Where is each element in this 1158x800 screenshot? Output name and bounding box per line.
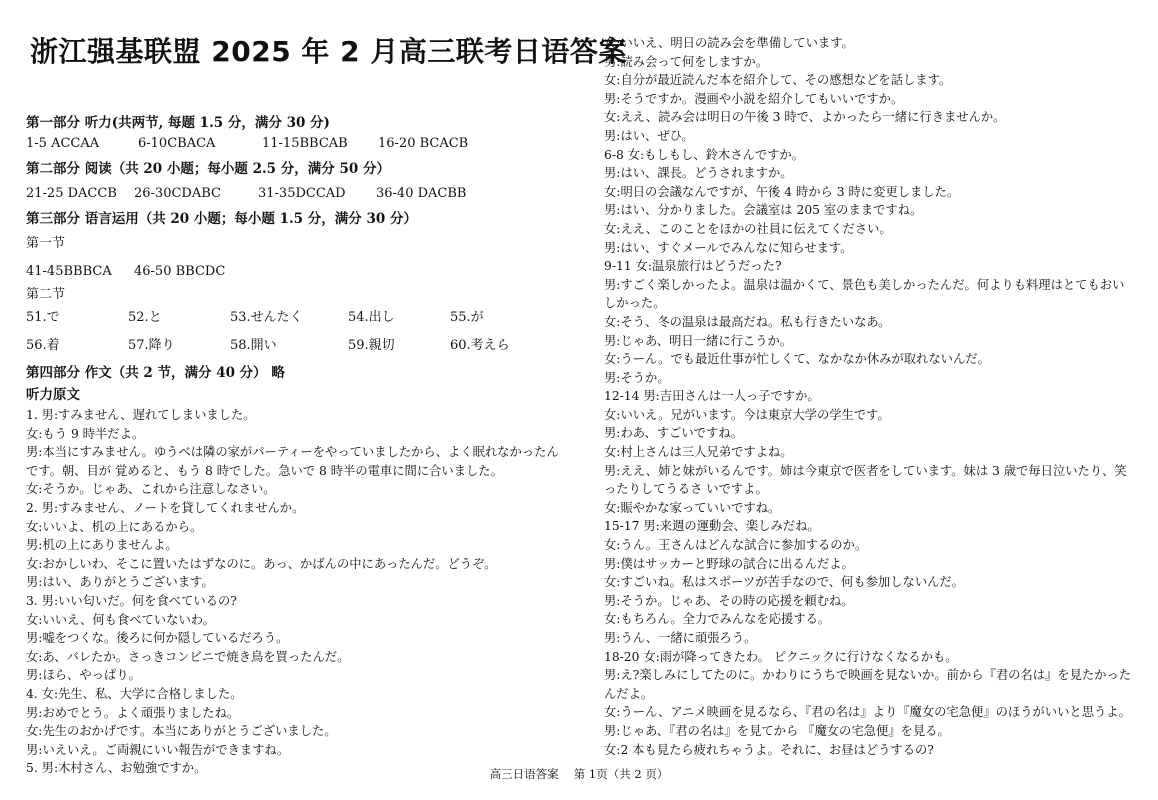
answer-group: 1-5 ACCAA	[26, 136, 100, 151]
fill-row-1	[26, 304, 566, 332]
transcript-line: 5. 男:木村さん、お勉強ですか。	[26, 761, 207, 776]
transcript-line: 女:2 本も見たら疲れちゃうよ。それに、お昼はどうするの?	[604, 742, 934, 757]
part2-answers	[26, 180, 566, 208]
answer-group: 46-50 BBCDC	[134, 264, 226, 279]
transcript-line: 男:そうか。	[604, 370, 670, 385]
fill-answer: 56.着	[26, 338, 60, 353]
section1-label: 第一节	[26, 236, 66, 251]
left-column	[26, 112, 566, 778]
fill-answer: 54.出し	[348, 310, 395, 325]
fill-answer: 53.せんたく	[230, 310, 303, 325]
transcript-line: 男:嘘をつくな。後ろに何か隠しているだろう。	[26, 631, 289, 646]
page-footer: 高三日语答案 第 1页（共 2 页）	[489, 767, 669, 781]
fill-answer: 60.考えら	[450, 338, 510, 353]
transcript-line: 男:はい、ありがとうございます。	[26, 575, 214, 590]
part2-heading: 第二部分 阅读（共 20 小题；每小题 2.5 分，满分 50 分）	[26, 161, 390, 177]
fill-answer: 57.降り	[128, 338, 175, 353]
transcript-line: 男:わあ、すごいですね。	[604, 426, 743, 441]
transcript-line: 女:自分が最近読んだ本を紹介して、その感想などを話します。	[604, 73, 952, 88]
section2-label: 第二节	[26, 287, 66, 302]
part1-answers	[26, 134, 566, 154]
transcript-line: 女:もう 9 時半だよ。	[26, 426, 145, 441]
transcript-line: 女:いいえ。兄がいます。今は東京大学の学生です。	[604, 407, 890, 422]
transcript-line: 男:机の上にありませんよ。	[26, 538, 178, 553]
transcript-line: 女:うん。王さんはどんな試合に参加するのか。	[604, 538, 868, 553]
answer-group: 41-45BBBCA	[26, 264, 112, 279]
transcript-line: 女:すごいね。私はスポーツが苦手なので、何も参加しないんだ。	[604, 575, 965, 590]
listening-title: 听力原文	[26, 387, 80, 403]
transcript-line: 男:はい、課長。どうされますか。	[604, 166, 793, 181]
transcript-line: 12-14 男:吉田さんは一人っ子ですか。	[604, 389, 820, 404]
transcript-line: 男:僕はサッカーと野球の試合に出るんだよ。	[604, 556, 854, 571]
transcript-line: 男:え?楽しみにしてたのに。かわりにうちで映画を見ないか。前から『君の名は』を見たかったんだよ。	[604, 668, 1132, 701]
answer-group: 11-15BBCAB	[262, 136, 348, 151]
part1-heading: 第一部分 听力(共两节, 每题 1.5 分，满分 30 分)	[26, 115, 330, 131]
answer-group: 21-25 DACCB	[26, 186, 117, 201]
part3-sec1-answers	[26, 258, 566, 286]
answer-group: 16-20 BCACB	[378, 136, 469, 151]
transcript-line: 女:そう、冬の温泉は最高だね。私も行きたいなあ。	[604, 314, 891, 329]
fill-answer: 51.で	[26, 310, 60, 325]
transcript-line: 男:ええ、姉と妹がいるんです。姉は今東京で医者をしています。妹は 3 歳で毎日泣いたり、笑ったりしてうるさ いですよ。	[604, 463, 1127, 497]
transcript-line: 6-8 女:もしもし、鈴木さんですか。	[604, 147, 805, 162]
transcript-line: 男:はい、ぜひ。	[604, 128, 694, 143]
transcript-line: 女:ええ、このことをほかの社員に伝えてください。	[604, 221, 892, 236]
transcript-line: 女:おかしいわ、そこに置いたはずなのに。あっ、かばんの中にあったんだ。どうぞ。	[26, 556, 497, 571]
transcript-line: 女:いいえ、何も食べていないわ。	[26, 612, 215, 627]
transcript-line: 女:そうか。じゃあ、これから注意しなさい。	[26, 482, 276, 497]
transcript-line: 女:ええ、読み会は明日の午後 3 時で、よかったら一緒に行きませんか。	[604, 110, 1006, 125]
transcript-line: 女:いいよ、机の上にあるから。	[26, 519, 203, 534]
transcript-line: 男:すごく楽しかったよ。温泉は温かくて、景色も美しかったんだ。何よりも料理はとてもおいしかった。	[604, 277, 1125, 311]
part3-heading: 第三部分 语言运用（共 20 小题；每小题 1.5 分，满分 30 分）	[26, 211, 417, 227]
transcript-line: 男:本当にすみません。ゆうべは隣の家がパーティーをやっていましたから、よく眠れなかったんです。朝、目が 覚めると、もう 8 時でした。急いで 8 時半の電車に間に合いました。	[26, 445, 559, 478]
transcript-line: 男:うん、一緒に頑張ろう。	[604, 631, 757, 645]
fill-answer: 52.と	[128, 310, 162, 325]
transcript-line: 男:そうか。じゃあ、その時の応援を頼むね。	[604, 593, 854, 608]
transcript-line: 女:明日の会議なんですが、午後 4 時から 3 時に変更しました。	[604, 184, 960, 199]
transcript-line: 1. 男:すみません、遅れてしまいました。	[26, 408, 256, 422]
right-column	[604, 34, 1136, 759]
transcript-line: 男:じゃあ、『君の名は』を見てから 『魔女の宅急便』を見る。	[604, 723, 950, 738]
transcript-line: 女:いいえ、明日の読み会を準備しています。	[604, 36, 854, 50]
transcript-line: 女:うーん、アニメ映画を見るなら、『君の名は』より『魔女の宅急便』のほうがいいと思うよ。	[604, 705, 1131, 720]
left-transcript	[26, 406, 566, 778]
transcript-line: 男:はい、分かりました。会議室は 205 室のままですね。	[604, 203, 923, 218]
transcript-line: 女:先生のおかげです。本当にありがとうございました。	[26, 724, 337, 739]
transcript-line: 女:あ、バレたか。さっきコンビニで焼き鳥を買ったんだ。	[26, 649, 350, 664]
fill-answer: 55.が	[450, 310, 484, 325]
transcript-line: 18-20 女:雨が降ってきたわ。 ピクニックに行けなくなるかも。	[604, 649, 958, 664]
transcript-line: 2. 男:すみません、ノートを貸してくれませんか。	[26, 500, 305, 515]
transcript-line: 男:いえいえ。ご両親にいい報告ができますね。	[26, 742, 290, 757]
answer-group: 36-40 DACBB	[376, 186, 467, 201]
answer-group: 31-35DCCAD	[258, 186, 346, 201]
transcript-line: 3. 男:いい匂いだ。何を食べているの?	[26, 593, 237, 608]
fill-row-2	[26, 332, 566, 360]
transcript-line: 男:読み会って何をしますか。	[604, 54, 769, 69]
page-title: 浙江强基联盟 2025 年 2 月高三联考日语答案	[30, 35, 627, 68]
transcript-line: 女:もちろん。全力でみんなを応援する。	[604, 612, 831, 627]
transcript-line: 男:そうですか。漫画や小説を紹介してもいいですか。	[604, 91, 904, 106]
answer-group: 6-10CBACA	[138, 136, 216, 151]
part4-heading: 第四部分 作文（共 2 节，满分 40 分） 略	[26, 365, 285, 381]
transcript-line: 9-11 女:温泉旅行はどうだった?	[604, 259, 782, 274]
transcript-line: 女:うーん。でも最近仕事が忙しくて、なかなか休みが取れないんだ。	[604, 352, 990, 367]
transcript-line: 女:賑やかな家っていいですね。	[604, 500, 781, 515]
transcript-line: 男:はい、すぐメールでみんなに知らせます。	[604, 240, 853, 255]
transcript-line: 男:じゃあ、明日一緒に行こうか。	[604, 333, 793, 348]
transcript-line: 4. 女:先生、私、大学に合格しました。	[26, 686, 243, 701]
right-transcript	[604, 34, 1136, 759]
fill-answer: 58.開い	[230, 338, 277, 353]
answer-group: 26-30CDABC	[134, 186, 221, 201]
transcript-line: 男:ほら、やっぱり。	[26, 668, 141, 683]
fill-answer: 59.親切	[348, 338, 395, 353]
transcript-line: 男:おめでとう。よく頑張りましたね。	[26, 705, 240, 720]
transcript-line: 15-17 男:来週の運動会、楽しみだね。	[604, 519, 820, 534]
transcript-line: 女:村上さんは三人兄弟ですよね。	[604, 445, 793, 460]
